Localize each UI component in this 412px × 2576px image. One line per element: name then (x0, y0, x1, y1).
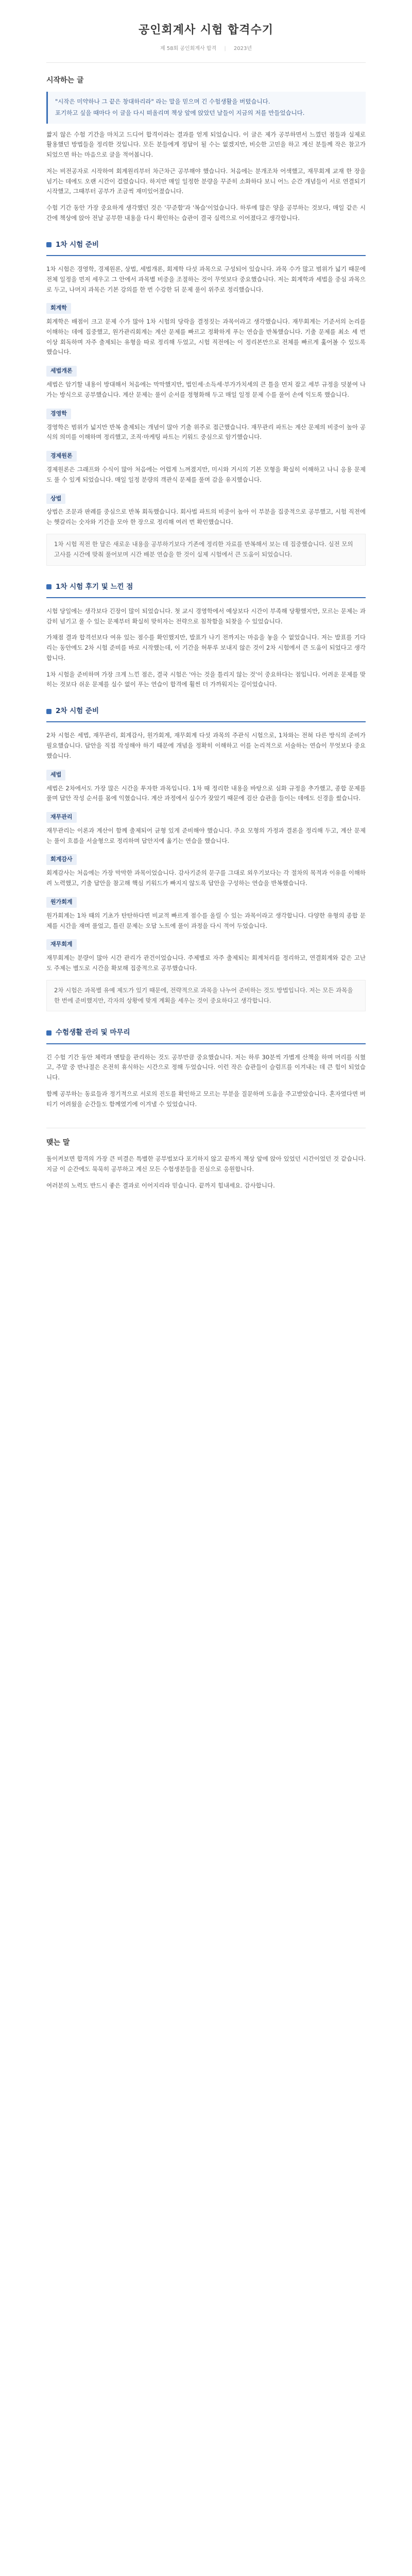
closing-heading: 맺는 말 (46, 1139, 70, 1147)
subject-tag: 원가회계 (46, 897, 77, 908)
subsection-heading (46, 770, 366, 781)
closing-paragraphs (46, 1154, 366, 1191)
intro-paragraph: 수험 기간 동안 가장 중요하게 생각했던 것은 '꾸준함'과 '복습'이었습니다. 하루에 많은 양을 공부하는 것보다, 매일 같은 시간에 책상에 앉아 전날 공부한 내용을 다시 확인하는 습관이 결국 실력으로 이어졌다고 생각합니다. (46, 204, 366, 222)
square-bullet-icon (46, 709, 52, 714)
section-title (46, 1027, 366, 1044)
document-page (0, 0, 412, 1223)
subsection-paragraph: 재무관리는 이론과 계산이 함께 출제되어 균형 있게 준비해야 했습니다. 주요 모형의 가정과 결론을 정리해 두고, 계산 문제는 풀이 흐름을 서술형으로 정리하며 답안지에 옮기는 연습을 했습니다. (46, 826, 366, 844)
closing-section (46, 1128, 366, 1191)
content-section (46, 239, 366, 566)
content-section (46, 581, 366, 690)
section-title-text: 수험생활 관리 및 마무리 (56, 1028, 130, 1037)
date-label: 2023년 (233, 45, 252, 52)
subject-tag: 상법 (46, 494, 65, 504)
section-paragraph: 시험 당일에는 생각보다 긴장이 많이 되었습니다. 첫 교시 경영학에서 예상보다 시간이 부족해 당황했지만, 모르는 문제는 과감히 넘기고 풀 수 있는 문제부터 확실히 맞히자는 전략으로 침착함을 되찾을 수 있었습니다. (46, 607, 366, 625)
section-title-text: 1차 시험 준비 (56, 240, 99, 249)
intro-quote (46, 92, 366, 124)
square-bullet-icon (46, 1030, 52, 1036)
closing-paragraph: 돌이켜보면 합격의 가장 큰 비결은 특별한 공부법보다 포기하지 않고 끝까지 책상 앞에 앉아 있었던 시간이었던 것 같습니다. 지금 이 순간에도 묵묵히 공부하고 계신 모든 수험생분들을 진심으로 응원합니다. (46, 1155, 366, 1173)
closing-paragraph: 여러분의 노력도 반드시 좋은 결과로 이어지리라 믿습니다. 끝까지 힘내세요. 감사합니다. (46, 1181, 275, 1189)
subsection-heading (46, 303, 366, 314)
subject-tag: 회계학 (46, 303, 71, 314)
quote-line: 포기하고 싶을 때마다 이 글을 다시 떠올리며 책상 앞에 앉았던 날들이 지금의 저를 만들었습니다. (55, 109, 305, 116)
intro-paragraphs (46, 130, 366, 224)
meta-divider: | (224, 45, 226, 52)
intro-paragraph: 저는 비전공자로 시작하여 회계원리부터 차근차근 공부해야 했습니다. 처음에는 분개조차 어색했고, 재무회계 교재 한 장을 넘기는 데에도 오랜 시간이 걸렸습니다. 하지만 매일 일정한 분량을 꾸준히 소화하다 보니 어느 순간 개념들이 서로 연결되기 시작했고, 그때부터 공부가 조금씩 재미있어졌습니다. (46, 167, 366, 195)
subsection-heading (46, 366, 366, 377)
subsection-heading (46, 854, 366, 865)
section-title (46, 239, 366, 256)
subsection-heading (46, 897, 366, 908)
content-sections (46, 239, 366, 1110)
document-title: 공인회계사 시험 합격수기 (138, 23, 274, 37)
intro-section (46, 74, 366, 224)
subsection-heading (46, 939, 366, 950)
section-paragraph: 긴 수험 기간 동안 체력과 멘탈을 관리하는 것도 공부만큼 중요했습니다. 저는 하루 30분씩 가볍게 산책을 하며 머리를 식혔고, 주말 중 반나절은 온전히 휴식하는 시간으로 정해 두었습니다. 이런 작은 습관들이 슬럼프를 이겨내는 데 큰 힘이 되었습니다. (46, 1053, 366, 1081)
section-title (46, 705, 366, 722)
subsection-paragraph: 세법은 2차에서도 가장 많은 시간을 투자한 과목입니다. 1차 때 정리한 내용을 바탕으로 심화 규정을 추가했고, 종합 문제를 풀며 답안 작성 순서를 몸에 익혔습니다. 계산 과정에서 실수가 잦았기 때문에 검산 습관을 들이는 데에도 신경을 썼습니다. (46, 784, 366, 802)
author-label: 제 58회 공인회계사 합격 (160, 45, 217, 52)
subsection-heading (46, 409, 366, 419)
subsection-heading (46, 451, 366, 462)
subsection-heading (46, 812, 366, 823)
section-title (46, 581, 366, 598)
section-paragraph: 1차 시험을 준비하며 가장 크게 느낀 점은, 결국 시험은 '아는 것을 틀리지 않는 것'이 중요하다는 점입니다. 어려운 문제를 맞히는 것보다 쉬운 문제를 실수 없이 푸는 연습이 합격에 훨씬 더 가까워지는 길이었습니다. (46, 670, 366, 688)
section-paragraph: 1차 시험은 경영학, 경제원론, 상법, 세법개론, 회계학 다섯 과목으로 구성되어 있습니다. 과목 수가 많고 범위가 넓기 때문에 전체 일정을 먼저 세우고 그 안에서 과목별 비중을 조절하는 것이 무엇보다 중요했습니다. 저는 회계학과 세법을 중심 과목으로 두고, 나머지 과목은 기본 강의를 한 번 수강한 뒤 문제 풀이 위주로 정리했습니다. (46, 265, 366, 293)
subsection-paragraph: 회계감사는 처음에는 가장 막막한 과목이었습니다. 감사기준의 문구를 그대로 외우기보다는 각 절차의 목적과 이유를 이해하려 노력했고, 기출 답안을 참고해 핵심 키워드가 빠지지 않도록 답안을 구성하는 연습을 반복했습니다. (46, 869, 366, 887)
document-header (46, 21, 366, 63)
section-paragraph: 가채점 결과 합격선보다 여유 있는 점수를 확인했지만, 발표가 나기 전까지는 마음을 놓을 수 없었습니다. 저는 발표를 기다리는 동안에도 2차 시험 준비를 바로 시작했는데, 이 기간을 허투루 보내지 않은 것이 2차 시험에서 큰 도움이 되었다고 생각합니다. (46, 634, 366, 662)
intro-heading: 시작하는 글 (46, 76, 84, 85)
subject-tag: 세법개론 (46, 366, 77, 377)
subsection-paragraph: 원가회계는 1차 때의 기초가 탄탄하다면 비교적 빠르게 점수를 올릴 수 있는 과목이라고 생각합니다. 다양한 유형의 종합 문제를 시간을 재며 풀었고, 틀린 문제는 오답 노트에 풀이 과정을 다시 적어 두었습니다. (46, 911, 366, 929)
subject-tag: 재무관리 (46, 812, 77, 823)
content-section (46, 1027, 366, 1109)
subsection-heading (46, 494, 366, 504)
section-title-text: 1차 시험 후기 및 느낀 점 (56, 582, 133, 591)
note-box: 1차 시험 직전 한 달은 새로운 내용을 공부하기보다 기존에 정리한 자료를 반복해서 보는 데 집중했습니다. 실전 모의고사를 시간에 맞춰 풀어보며 시간 배분 연습을 한 것이 실제 시험에서 큰 도움이 되었습니다. (46, 534, 366, 566)
section-paragraph: 함께 공부하는 동료들과 정기적으로 서로의 진도를 확인하고 모르는 부분을 질문하며 도움을 주고받았습니다. 혼자였다면 버티기 어려웠을 순간들도 함께였기에 이겨낼 수 있었습니다. (46, 1090, 366, 1108)
content-section (46, 705, 366, 1011)
subject-tag: 경제원론 (46, 451, 77, 462)
subject-tag: 경영학 (46, 409, 71, 419)
subsection-paragraph: 회계학은 배점이 크고 문제 수가 많아 1차 시험의 당락을 결정짓는 과목이라고 생각했습니다. 재무회계는 기준서의 논리를 이해하는 데에 집중했고, 원가관리회계는 계산 문제를 빠르고 정확하게 푸는 연습을 반복했습니다. 기출 문제를 최소 세 번 이상 회독하며 자주 출제되는 유형을 따로 정리해 두었고, 시험 직전에는 이 정리본만으로 전체를 빠르게 훑어볼 수 있도록 했습니다. (46, 318, 366, 356)
quote-line: "시작은 미약하나 그 끝은 창대하리라" 라는 말을 믿으며 긴 수험생활을 버텼습니다. (55, 98, 270, 106)
subsection-paragraph: 상법은 조문과 판례를 중심으로 반복 회독했습니다. 회사법 파트의 비중이 높아 이 부분을 집중적으로 공부했고, 시험 직전에는 헷갈리는 숫자와 기간을 모아 한 장으로 정리해 여러 번 확인했습니다. (46, 508, 366, 526)
section-paragraph: 2차 시험은 세법, 재무관리, 회계감사, 원가회계, 재무회계 다섯 과목의 주관식 시험으로, 1차와는 전혀 다른 방식의 준비가 필요했습니다. 답안을 직접 작성해야 하기 때문에 개념을 정확히 이해하고 이를 논리적으로 서술하는 연습이 무엇보다 중요했습니다. (46, 732, 366, 759)
subject-tag: 재무회계 (46, 939, 77, 950)
subject-tag: 회계감사 (46, 854, 77, 865)
subsection-paragraph: 경영학은 범위가 넓지만 반복 출제되는 개념이 많아 기출 위주로 접근했습니다. 재무관리 파트는 계산 문제의 비중이 높아 공식의 의미를 이해하며 정리했고, 조직·마케팅 파트는 키워드 중심으로 암기했습니다. (46, 423, 366, 441)
subsection-paragraph: 재무회계는 분량이 많아 시간 관리가 관건이었습니다. 주제별로 자주 출제되는 회계처리를 정리하고, 연결회계와 같은 고난도 주제는 별도로 시간을 확보해 집중적으로 공부했습니다. (46, 954, 366, 972)
square-bullet-icon (46, 242, 52, 247)
document-meta (46, 44, 366, 53)
subsection-paragraph: 세법은 암기할 내용이 방대해서 처음에는 막막했지만, 법인세·소득세·부가가치세의 큰 틀을 먼저 잡고 세부 규정을 덧붙여 나가는 방식으로 공부했습니다. 계산 문제는 풀이 순서를 정형화해 두고 매일 일정 문제 수를 풀어 손에 익도록 했습니다. (46, 381, 366, 398)
subject-tag: 세법 (46, 770, 65, 781)
subsection-paragraph: 경제원론은 그래프와 수식이 많아 처음에는 어렵게 느껴졌지만, 미시와 거시의 기본 모형을 확실히 이해하고 나니 응용 문제도 풀 수 있게 되었습니다. 매일 일정 분량의 객관식 문제를 풀며 감을 유지했습니다. (46, 466, 366, 483)
intro-paragraph: 짧지 않은 수험 기간을 마치고 드디어 합격이라는 결과를 얻게 되었습니다. 이 글은 제가 공부하면서 느꼈던 점들과 실제로 활용했던 방법들을 정리한 것입니다. 모든 분들에게 정답이 될 수는 없겠지만, 비슷한 고민을 하고 계신 분들께 작은 참고가 되었으면 하는 마음으로 글을 적어봅니다. (46, 130, 366, 159)
note-box: 2차 시험은 과목별 유예 제도가 있기 때문에, 전략적으로 과목을 나누어 준비하는 것도 방법입니다. 저는 모든 과목을 한 번에 준비했지만, 각자의 상황에 맞게 계획을 세우는 것이 중요하다고 생각합니다. (46, 980, 366, 1012)
square-bullet-icon (46, 584, 52, 589)
section-title-text: 2차 시험 준비 (56, 707, 99, 716)
